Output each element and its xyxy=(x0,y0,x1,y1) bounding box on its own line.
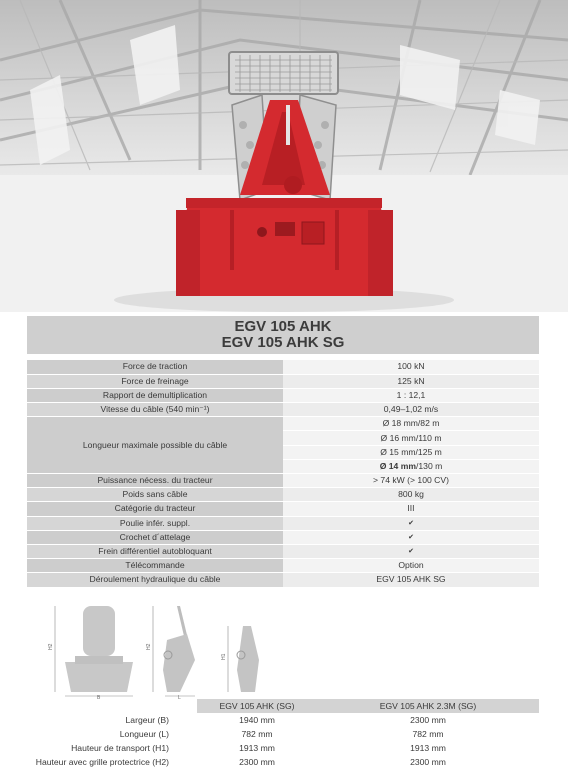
table-row xyxy=(27,756,539,770)
dimension-value: 1940 mm xyxy=(239,714,275,725)
spec-label: Force de freinage xyxy=(27,374,283,388)
dimension-label: Hauteur de transport (H1) xyxy=(71,743,169,754)
spec-label: Crochet d´attelage xyxy=(27,530,283,544)
dimension-value: 2300 mm xyxy=(239,757,275,768)
spec-row xyxy=(27,374,539,388)
checkmark-icon: ✔ xyxy=(283,544,539,558)
dimension-value: 2300 mm xyxy=(410,714,446,725)
dimensions-table xyxy=(27,699,539,770)
h2-dimension-label: H2 xyxy=(48,643,54,650)
spec-row xyxy=(27,388,539,402)
dimension-value: 1913 mm xyxy=(410,743,446,754)
dimension-drawings xyxy=(45,600,275,700)
spec-value: 125 kN xyxy=(283,374,539,388)
dimensions-header-row xyxy=(27,699,539,713)
spec-label: Poulie infér. suppl. xyxy=(27,516,283,530)
spec-label: Rapport de demultiplication xyxy=(27,388,283,402)
spec-value: 100 kN xyxy=(283,360,539,374)
warehouse-background xyxy=(0,0,568,312)
spec-row xyxy=(27,360,539,374)
dimension-label: Largeur (B) xyxy=(125,714,169,725)
spec-value: 1 : 12,1 xyxy=(283,388,539,402)
cable-length-label: Longueur maximale possible du câble xyxy=(27,417,283,474)
column-header: EGV 105 AHK (SG) xyxy=(197,699,317,713)
dimension-value: 782 mm xyxy=(412,728,444,739)
dimension-label: Hauteur avec grille protectrice (H2) xyxy=(35,757,169,768)
spec-label: Vitesse du câble (540 min⁻¹) xyxy=(27,403,283,417)
table-row xyxy=(27,713,539,727)
product-title-band xyxy=(27,316,539,354)
spec-row xyxy=(27,573,539,587)
side-view-grille-drawing xyxy=(146,606,195,700)
dimension-label: Longueur (L) xyxy=(119,728,169,739)
spec-label: Catégorie du tracteur xyxy=(27,502,283,516)
product-photo xyxy=(0,0,568,312)
spec-row xyxy=(27,474,539,488)
side-view-transport-drawing xyxy=(221,626,259,692)
specifications-table xyxy=(27,360,539,588)
spec-label: Puissance nécess. du tracteur xyxy=(27,474,283,488)
spec-label: Frein différentiel autobloquant xyxy=(27,544,283,558)
table-row xyxy=(27,742,539,756)
width-dimension-label: B xyxy=(97,695,101,700)
spec-label: Déroulement hydraulique du câble xyxy=(27,573,283,587)
dimension-value: 2300 mm xyxy=(410,757,446,768)
spec-value: Option xyxy=(283,559,539,573)
cable-length-value: Ø 15 mm/125 m xyxy=(283,445,539,459)
table-row xyxy=(27,727,539,741)
cable-length-value: Ø 18 mm/82 m xyxy=(283,417,539,431)
dimension-value: 1913 mm xyxy=(239,743,275,754)
spec-label: Poids sans câble xyxy=(27,488,283,502)
column-header: EGV 105 AHK 2.3M (SG) xyxy=(317,699,539,713)
h1-dimension-label: H1 xyxy=(221,653,227,660)
cable-length-value: Ø 14 mm/130 m xyxy=(283,459,539,473)
winch-grille xyxy=(229,52,338,94)
spec-label: Force de traction xyxy=(27,360,283,374)
h2-side-dimension-label: H2 xyxy=(146,643,152,650)
spec-row xyxy=(27,502,539,516)
length-dimension-label: L xyxy=(178,695,181,700)
spec-value: 800 kg xyxy=(283,488,539,502)
spec-row xyxy=(27,516,539,530)
checkmark-icon: ✔ xyxy=(283,530,539,544)
spec-value: > 74 kW (> 100 CV) xyxy=(283,474,539,488)
spec-row xyxy=(27,488,539,502)
spec-label: Télécommande xyxy=(27,559,283,573)
spec-value: EGV 105 AHK SG xyxy=(283,573,539,587)
spec-row xyxy=(27,544,539,558)
dimension-value: 782 mm xyxy=(241,728,273,739)
front-view-drawing xyxy=(48,606,133,700)
product-title: EGV 105 AHK xyxy=(234,318,332,335)
spec-row xyxy=(27,403,539,417)
product-subtitle: EGV 105 AHK SG xyxy=(221,334,345,351)
spec-row xyxy=(27,530,539,544)
checkmark-icon: ✔ xyxy=(283,516,539,530)
spec-row xyxy=(27,559,539,573)
cable-length-value: Ø 16 mm/110 m xyxy=(283,431,539,445)
spec-value: III xyxy=(283,502,539,516)
cable-length-row xyxy=(27,417,539,431)
spec-value: 0,49–1,02 m/s xyxy=(283,403,539,417)
